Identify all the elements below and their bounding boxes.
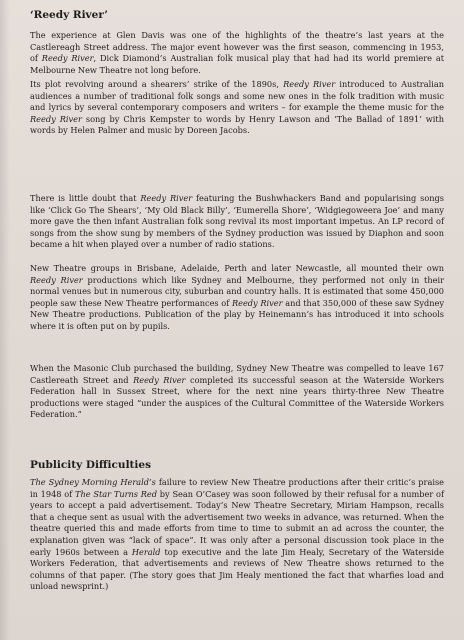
text-run: , Dick Diamond’s Australian folk musical play that had had its world premiere at Melbourne New Theatre not long before. — [30, 53, 444, 75]
text-run: There is little doubt that — [30, 193, 141, 203]
paragraph — [30, 193, 444, 251]
paragraph — [30, 79, 444, 137]
text-run: New Theatre groups in Brisbane, Adelaide, Perth and later Newcastle, all mounted their own — [30, 263, 444, 273]
text-run: failure to review New Theatre productions after their critic’s praise in 1948 of — [30, 477, 445, 499]
italic-title-run: Reedy River — [41, 53, 94, 64]
text-run: top executive and the late Jim Healy, Secretary of the Waterside Workers Federation, that advertisements and reviews of New Theatre shows returned to the columns of that paper. (The story goes that Jim Healy mentioned the fact that wharfies load and unload newsprint.) — [30, 546, 444, 592]
text-run: by Sean O’Casey was soon followed by their refusal for a number of years to accept a paid advertisement. Today’s New Theatre Secretary, Miriam Hampson, recalls that a cheque sent as usual with the advertisement two weeks in advance, was returned. When the theatre queried this and made efforts from time to time to submit an ad across the counter, the explanation given was “lack of space”. It was only after a personal discussion took place in the early 1960s between a — [30, 488, 444, 557]
text-run: introduced to Australian audiences a number of traditional folk songs and some new ones in the folk tradition with music and lyrics by several contemporary composers and writers – for example the theme music for the — [30, 79, 444, 113]
text-run: featuring the Bushwhackers Band and popularising songs like ‘Click Go The Shears’, ‘My Old Black Billy’, ‘Eumerella Shore’, ‘Widgiegoweera Joe’ and many more gave the then infant Australian folk song revival its most important impetus. An LP record of songs from the show sung by members of the Sydney production was issued by Diaphon and soon became a hit when played over a number of radio stations. — [30, 193, 444, 250]
page-edge-shadow — [0, 0, 10, 640]
italic-title-run: Reedy River — [140, 193, 193, 203]
paragraph — [30, 477, 444, 593]
text-run: Its plot revolving around a shearers’ strike of the 1890s, — [30, 79, 284, 89]
italic-title-run: The Sydney Morning Herald’s — [30, 477, 156, 487]
text-run: and that 350,000 of these saw Sydney New Theatre productions. Publication of the play by Heinemann’s has introduced it into schools where it is often put on by pupils. — [30, 297, 444, 331]
section-heading-publicity: Publicity Difficulties — [30, 459, 151, 471]
italic-title-run: Reedy River — [283, 79, 336, 89]
text-run: When the Masonic Club purchased the building, Sydney New Theatre was compelled to leave 167 Castlereath Street and — [30, 363, 444, 385]
section-title: ‘Reedy River’ — [30, 9, 108, 21]
italic-title-run: Herald — [131, 546, 161, 557]
italic-title-run: Reedy River — [133, 374, 186, 385]
text-run: productions which like Sydney and Melbourne, they performed not only in their normal venues but in numerous city, suburban and country halls. It is estimated that some 450,000 people saw these New Theatre performances of — [30, 274, 444, 308]
paragraph — [30, 363, 444, 421]
italic-title-run: Reedy River — [231, 297, 283, 308]
text-run: The experience at Glen Davis was one of the highlights of the theatre’s last years at the Castlereagh Street address. The major event however was the first season, commencing in 1953, of — [30, 30, 444, 64]
italic-title-run: Reedy River — [30, 274, 83, 285]
text-run: completed its successful season at the Waterside Workers Federation hall in Sussex Street, where for the next nine years thirty-three New Theatre productions were staged “under the auspices of the Cultural Committee of the Waterside Workers Federation.” — [30, 374, 445, 420]
paragraph — [30, 263, 444, 333]
paragraph — [30, 30, 444, 76]
italic-title-run: Reedy River — [30, 113, 82, 124]
italic-title-run: The Star Turns Red — [75, 488, 158, 499]
text-run: song by Chris Kempster to words by Henry Lawson and ‘The Ballad of 1891’ with words by Helen Palmer and music by Doreen Jacobs. — [30, 113, 444, 136]
